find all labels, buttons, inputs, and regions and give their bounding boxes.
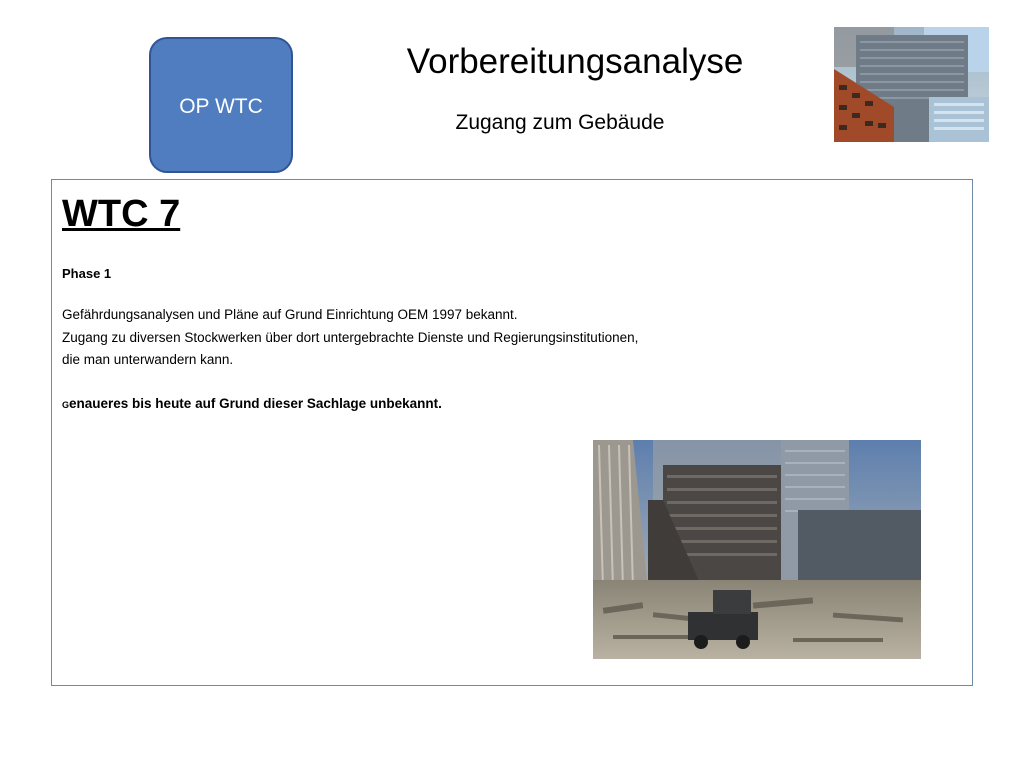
emphasis-text: enaueres bis heute auf Grund dieser Sachlage unbekannt. (69, 396, 442, 411)
body-line: Zugang zu diversen Stockwerken über dort untergebrachte Dienste und Regierungsinstitutionen, (62, 329, 639, 345)
emphasis-initial: G (62, 400, 70, 410)
badge-label: OP WTC (179, 95, 263, 118)
slide-subtitle: Zugang zum Gebäude (455, 111, 665, 134)
rubble-photo (593, 440, 921, 659)
section-heading: WTC 7 (62, 193, 181, 235)
body-line: Gefährdungsanalysen und Pläne auf Grund Einrichtung OEM 1997 bekannt. (62, 307, 518, 322)
phase-label: Phase 1 (62, 266, 112, 281)
building-photo (834, 27, 989, 142)
op-wtc-badge (149, 37, 293, 173)
slide-title: Vorbereitungsanalyse (406, 42, 744, 81)
content-box (51, 179, 973, 686)
body-text (62, 304, 638, 372)
emphasis-line (62, 396, 442, 411)
body-line: die man unterwandern kann. (62, 352, 234, 367)
